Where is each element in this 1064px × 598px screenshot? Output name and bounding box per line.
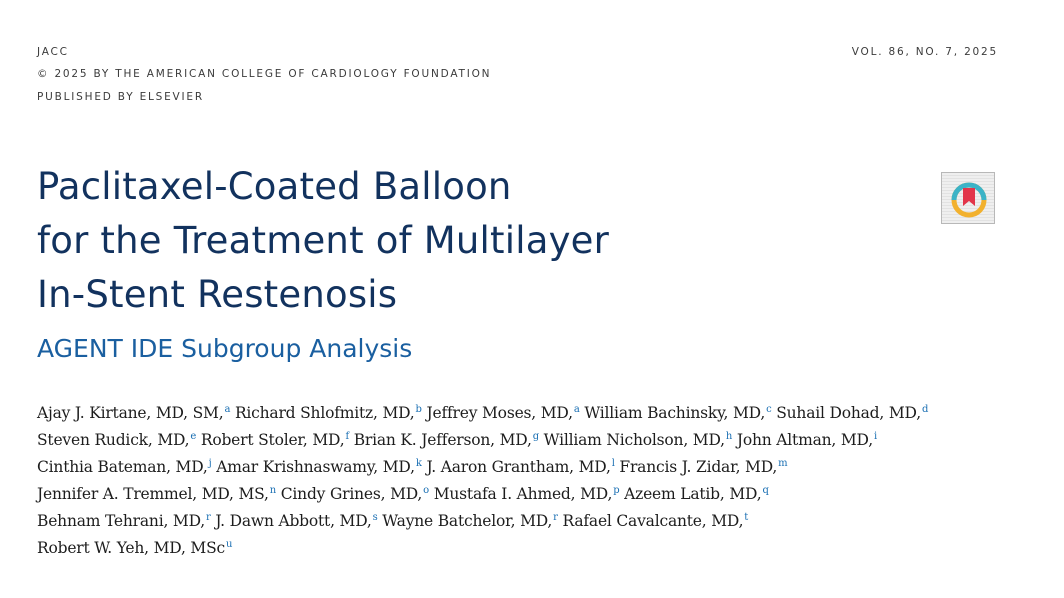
- affiliation-link[interactable]: f: [345, 430, 349, 442]
- journal-name: JACC: [37, 46, 69, 58]
- affiliation-link[interactable]: q: [762, 484, 769, 496]
- affiliation-link[interactable]: h: [725, 430, 733, 442]
- volume-issue: VOL. 86, NO. 7, 2025: [851, 46, 998, 58]
- author-name: John Altman, MD,: [736, 431, 873, 449]
- affiliation-link[interactable]: u: [226, 538, 233, 550]
- author-name: Wayne Batchelor, MD,: [382, 512, 553, 530]
- author-name: Ajay J. Kirtane, MD, SM,: [37, 404, 224, 422]
- author-entry: [426, 458, 614, 476]
- affiliation-link[interactable]: r: [553, 511, 558, 523]
- affiliation-link[interactable]: i: [873, 430, 877, 442]
- author-entry: [37, 512, 211, 530]
- author-entry: [434, 485, 620, 503]
- affiliation-link[interactable]: n: [269, 484, 277, 496]
- affiliation-link[interactable]: k: [415, 457, 422, 469]
- author-entry: [37, 404, 230, 422]
- title-line: Paclitaxel-Coated Balloon: [37, 165, 512, 208]
- affiliation-link[interactable]: b: [415, 403, 422, 415]
- author-entry: [382, 512, 557, 530]
- author-name: Jennifer A. Tremmel, MD, MS,: [37, 485, 269, 503]
- affiliation-link[interactable]: s: [372, 511, 378, 523]
- affiliation-link[interactable]: d: [921, 403, 929, 415]
- affiliation-link[interactable]: j: [208, 457, 212, 469]
- author-entry: [216, 458, 421, 476]
- author-name: Suhail Dohad, MD,: [776, 404, 921, 422]
- author-name: J. Dawn Abbott, MD,: [215, 512, 372, 530]
- author-name: J. Aaron Grantham, MD,: [426, 458, 611, 476]
- author-line: [37, 508, 928, 535]
- author-entry: [624, 485, 769, 503]
- affiliation-link[interactable]: m: [778, 457, 788, 469]
- affiliation-link[interactable]: a: [224, 403, 231, 415]
- author-line: [37, 400, 928, 427]
- affiliation-link[interactable]: c: [766, 403, 772, 415]
- author-line: [37, 481, 928, 508]
- author-name: Robert W. Yeh, MD, MSc: [37, 539, 226, 557]
- copyright-line: © 2025 BY THE AMERICAN COLLEGE OF CARDIOLOGY FOUNDATION: [37, 68, 492, 80]
- author-name: Robert Stoler, MD,: [200, 431, 345, 449]
- author-name: Amar Krishnaswamy, MD,: [216, 458, 415, 476]
- author-name: Mustafa I. Ahmed, MD,: [433, 485, 613, 503]
- title-line: In-Stent Restenosis: [37, 273, 398, 316]
- author-entry: [37, 485, 276, 503]
- author-entry: [215, 512, 377, 530]
- author-name: Cindy Grines, MD,: [280, 485, 423, 503]
- article-title: [37, 160, 609, 322]
- article-subtitle: AGENT IDE Subgroup Analysis: [37, 334, 413, 363]
- crossmark-badge[interactable]: [941, 172, 995, 224]
- affiliation-link[interactable]: a: [573, 403, 580, 415]
- affiliation-link[interactable]: l: [611, 457, 615, 469]
- author-entry: [235, 404, 422, 422]
- author-entry: [354, 431, 539, 449]
- affiliation-link[interactable]: g: [532, 430, 539, 442]
- affiliation-link[interactable]: e: [190, 430, 197, 442]
- author-entry: [426, 404, 579, 422]
- author-name: Steven Rudick, MD,: [37, 431, 190, 449]
- author-name: Francis J. Zidar, MD,: [619, 458, 778, 476]
- publisher-line: PUBLISHED BY ELSEVIER: [37, 91, 204, 103]
- author-entry: [737, 431, 877, 449]
- author-entry: [37, 431, 196, 449]
- title-line: for the Treatment of Multilayer: [37, 219, 610, 262]
- affiliation-link[interactable]: r: [206, 511, 211, 523]
- affiliation-link[interactable]: t: [744, 511, 749, 523]
- crossmark-icon: [942, 173, 996, 225]
- author-entry: [584, 404, 771, 422]
- affiliation-link[interactable]: o: [423, 484, 429, 496]
- author-entry: [619, 458, 787, 476]
- author-name: Cinthia Bateman, MD,: [37, 458, 208, 476]
- author-name: William Bachinsky, MD,: [584, 404, 766, 422]
- author-name: William Nicholson, MD,: [543, 431, 725, 449]
- author-entry: [281, 485, 429, 503]
- author-entry: [563, 512, 749, 530]
- author-entry: [544, 431, 732, 449]
- author-name: Rafael Cavalcante, MD,: [562, 512, 744, 530]
- author-name: Azeem Latib, MD,: [624, 485, 762, 503]
- author-line: [37, 535, 928, 562]
- author-entry: [37, 458, 212, 476]
- author-name: Behnam Tehrani, MD,: [37, 512, 206, 530]
- author-list: [37, 400, 928, 562]
- author-line: [37, 454, 928, 481]
- author-name: Jeffrey Moses, MD,: [426, 404, 573, 422]
- author-entry: [201, 431, 349, 449]
- affiliation-link[interactable]: p: [613, 484, 620, 496]
- author-line: [37, 427, 928, 454]
- author-name: Richard Shlofmitz, MD,: [234, 404, 415, 422]
- author-entry: [37, 539, 232, 557]
- author-name: Brian K. Jefferson, MD,: [353, 431, 532, 449]
- author-entry: [776, 404, 928, 422]
